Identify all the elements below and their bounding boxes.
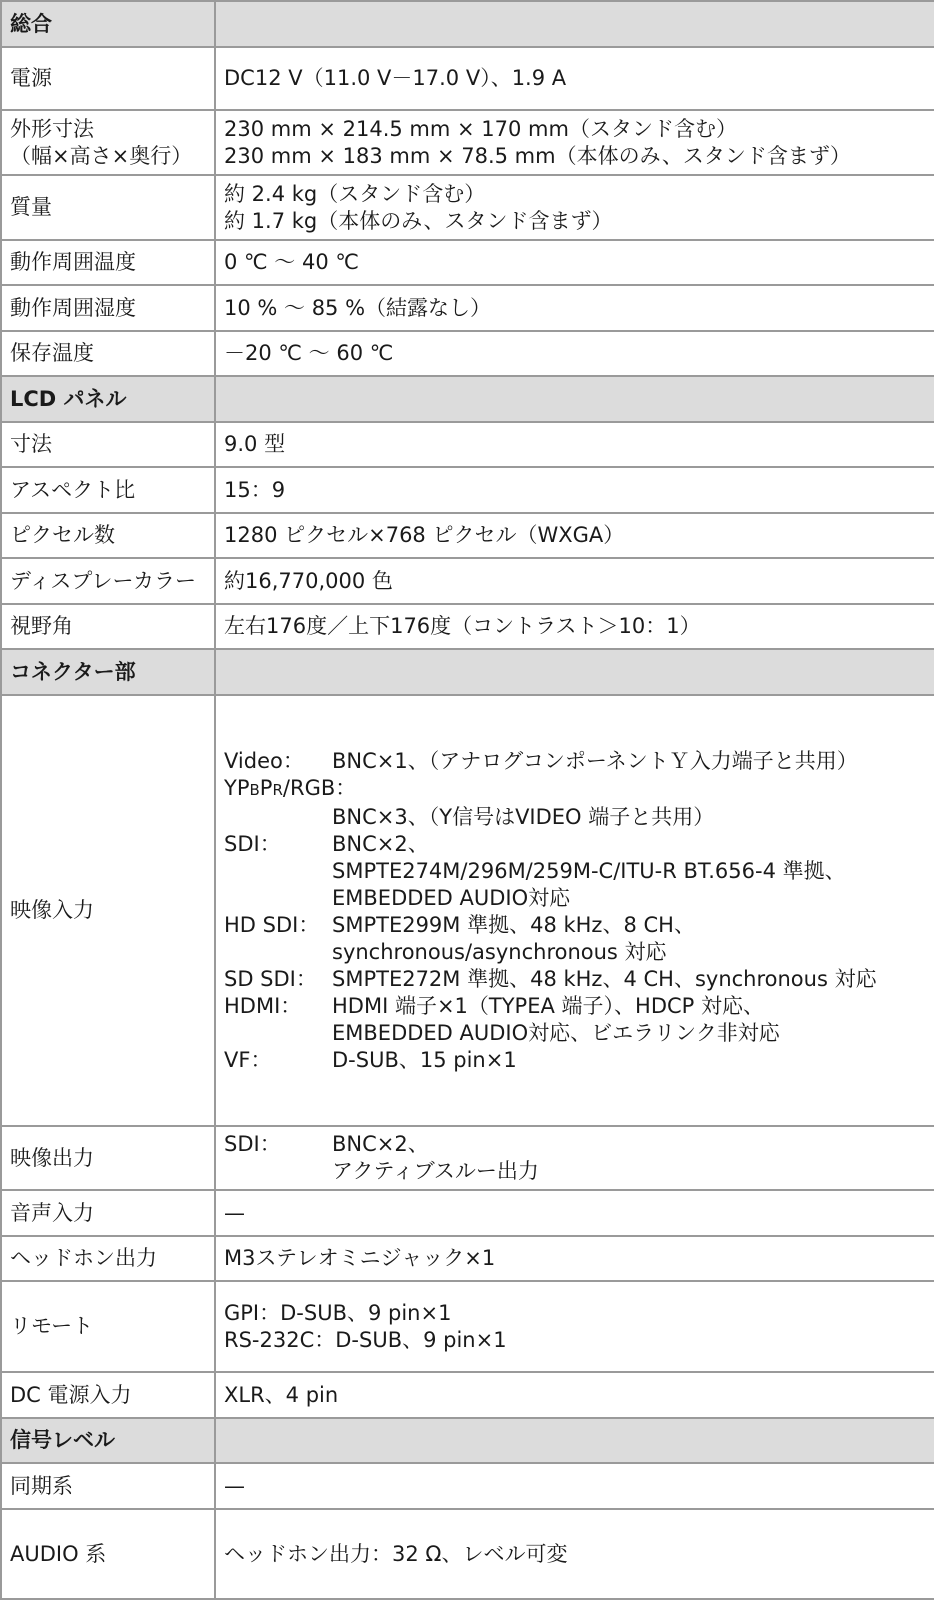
spec-value: XLR、4 pin xyxy=(215,1372,934,1418)
spec-value: DC12 V（11.0 V－17.0 V）、1.9 A xyxy=(215,47,934,110)
spec-value: 左右176度／上下176度（コントラスト＞10：1） xyxy=(215,604,934,649)
sd-sdi-entry: SD SDI： SMPTE272M 準拠、48 kHz、4 CH、synchronous 対応 xyxy=(224,966,877,991)
spec-value: 約16,770,000 色 xyxy=(215,558,934,604)
spec-value: 0 ℃ ～ 40 ℃ xyxy=(215,240,934,285)
spec-label: 外形寸法 （幅×高さ×奥行） xyxy=(1,110,215,175)
vf-entry: VF： D-SUB、15 pin×1 xyxy=(224,1047,517,1072)
spec-row-audio xyxy=(1,1509,934,1599)
spec-label: ディスプレーカラー xyxy=(1,558,215,604)
section-title: コネクター部 xyxy=(1,649,215,695)
spec-row-op-temp xyxy=(1,240,934,285)
spec-label: 動作周囲温度 xyxy=(1,240,215,285)
section-title: 総合 xyxy=(1,1,215,47)
spec-row-storage-temp xyxy=(1,331,934,376)
sdi-entry: SDI： BNC×2、 SMPTE274M/296M/259M-C/ITU-R BT.656-4 準拠、 EMBEDDED AUDIO対応 xyxy=(224,831,846,910)
spec-row-audio-input xyxy=(1,1190,934,1236)
section-title: 信号レベル xyxy=(1,1418,215,1463)
section-signal xyxy=(1,1418,934,1463)
spec-label: リモート xyxy=(1,1281,215,1372)
spec-label: AUDIO 系 xyxy=(1,1509,215,1599)
spec-value: －20 ℃ ～ 60 ℃ xyxy=(215,331,934,376)
spec-label: 保存温度 xyxy=(1,331,215,376)
spec-row-dimensions xyxy=(1,110,934,175)
spec-row-sync xyxy=(1,1463,934,1509)
spec-row-aspect xyxy=(1,467,934,513)
spec-value: 1280 ピクセル×768 ピクセル（WXGA） xyxy=(215,513,934,558)
spec-row-size xyxy=(1,422,934,467)
spec-label: 電源 xyxy=(1,47,215,110)
spec-label: 同期系 xyxy=(1,1463,215,1509)
spec-row-video-output xyxy=(1,1126,934,1190)
section-lcd xyxy=(1,376,934,422)
spec-value: — xyxy=(215,1190,934,1236)
spec-value: 約 2.4 kg（スタンド含む） 約 1.7 kg（本体のみ、スタンド含まず） xyxy=(215,175,934,240)
hd-sdi-entry: HD SDI： SMPTE299M 準拠、48 kHz、8 CH、 synchronous/asynchronous 対応 xyxy=(224,912,695,964)
spec-label: アスペクト比 xyxy=(1,467,215,513)
spec-value: GPI：D-SUB、9 pin×1 RS-232C：D-SUB、9 pin×1 xyxy=(215,1281,934,1372)
spec-value xyxy=(215,1126,934,1190)
spec-label: 視野角 xyxy=(1,604,215,649)
spec-label: 音声入力 xyxy=(1,1190,215,1236)
spec-label: 映像入力 xyxy=(1,695,215,1126)
spec-row-dc-input xyxy=(1,1372,934,1418)
spec-label: DC 電源入力 xyxy=(1,1372,215,1418)
spec-label: 映像出力 xyxy=(1,1126,215,1190)
spec-row-viewing-angle xyxy=(1,604,934,649)
spec-label: ヘッドホン出力 xyxy=(1,1236,215,1281)
section-general xyxy=(1,1,934,47)
hdmi-entry: HDMI： HDMI 端子×1（TYPEA 端子）、HDCP 対応、 EMBEDDED AUDIO対応、ビエラリンク非対応 xyxy=(224,993,780,1045)
video-entry: Video： BNC×1、（アナログコンポーネントＹ入力端子と共用） xyxy=(224,748,858,773)
spec-value: ヘッドホン出力：32 Ω、レベル可変 xyxy=(215,1509,934,1599)
spec-row-video-input xyxy=(1,695,934,1126)
spec-value: M3ステレオミニジャック×1 xyxy=(215,1236,934,1281)
section-title: LCD パネル xyxy=(1,376,215,422)
spec-row-power xyxy=(1,47,934,110)
spec-label: 寸法 xyxy=(1,422,215,467)
spec-value: 9.0 型 xyxy=(215,422,934,467)
sdi-output-entry: SDI： BNC×2、 アクティブスルー出力 xyxy=(224,1132,539,1183)
ypbpr-entry: YPBPR/RGB： BNC×3、（Y信号はVIDEO 端子と共用） xyxy=(224,775,715,829)
spec-label: ピクセル数 xyxy=(1,513,215,558)
spec-label: 動作周囲湿度 xyxy=(1,285,215,331)
spec-value: — xyxy=(215,1463,934,1509)
spec-value: 15：9 xyxy=(215,467,934,513)
spec-row-remote xyxy=(1,1281,934,1372)
section-connector xyxy=(1,649,934,695)
spec-row-op-humidity xyxy=(1,285,934,331)
spec-row-display-color xyxy=(1,558,934,604)
spec-row-headphone-output xyxy=(1,1236,934,1281)
spec-row-mass xyxy=(1,175,934,240)
spec-value: 230 mm × 214.5 mm × 170 mm（スタンド含む） 230 mm × 183 mm × 78.5 mm（本体のみ、スタンド含まず） xyxy=(215,110,934,175)
spec-value xyxy=(215,695,934,1126)
spec-value: 10 % ～ 85 %（結露なし） xyxy=(215,285,934,331)
spec-label: 質量 xyxy=(1,175,215,240)
spec-row-pixels xyxy=(1,513,934,558)
